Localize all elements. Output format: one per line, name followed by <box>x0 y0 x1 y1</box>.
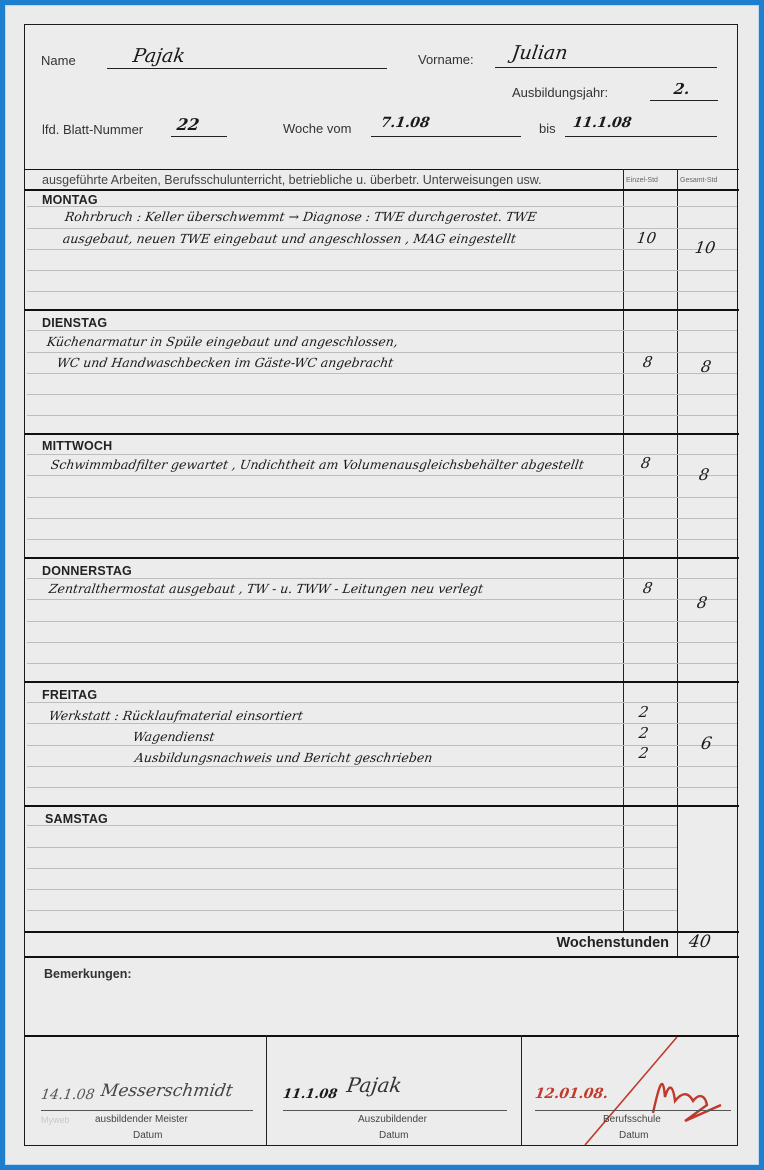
signature-role: Auszubildender <box>358 1114 427 1125</box>
signature-line <box>283 1110 507 1111</box>
signature-scribble-icon <box>565 1035 735 1147</box>
ruled-line <box>27 868 677 869</box>
gesamt-hours[interactable]: 8 <box>695 593 709 612</box>
day-divider <box>25 805 739 807</box>
name-underline <box>107 68 387 69</box>
vorname-label: Vorname: <box>418 52 474 67</box>
ruled-line <box>27 394 737 395</box>
entry-line[interactable]: Küchenarmatur in Spüle eingebaut und angeschlossen, <box>45 334 400 349</box>
wochenstunden-bottom-border <box>25 956 739 958</box>
ruled-line <box>27 206 737 207</box>
ruled-line <box>27 475 737 476</box>
day-label-montag: MONTAG <box>42 193 98 207</box>
einzel-std-column-header: Einzel-Std <box>626 177 658 184</box>
ruled-line <box>27 330 737 331</box>
ruled-line <box>27 352 737 353</box>
ruled-line <box>27 889 677 890</box>
einzel-hours[interactable]: 10 <box>635 229 658 247</box>
signature-name[interactable]: Pajak <box>345 1073 404 1097</box>
ruled-line <box>27 415 737 416</box>
day-label-mittwoch: MITTWOCH <box>42 439 113 453</box>
vorname-underline <box>495 67 717 68</box>
entry-line[interactable]: Ausbildungsnachweis und Bericht geschrieben <box>133 750 434 765</box>
ausbildungsjahr-label: Ausbildungsjahr: <box>512 85 609 100</box>
bemerkungen-field[interactable] <box>27 985 735 1031</box>
blatt-underline <box>171 136 227 137</box>
entry-line[interactable]: Zentralthermostat ausgebaut , TW - u. TWW - Leitungen neu verlegt <box>47 581 485 596</box>
entry-line[interactable]: Werkstatt : Rücklaufmaterial einsortiert <box>47 708 304 723</box>
ruled-line <box>27 621 737 622</box>
entry-line[interactable]: ausgebaut, neuen TWE eingebaut und angeschlossen , MAG eingestellt <box>61 231 518 246</box>
signature-datum-label: Datum <box>133 1130 163 1141</box>
woche-von-value[interactable]: 7.1.08 <box>379 115 431 131</box>
gesamt-column-divider <box>677 169 678 957</box>
ruled-line <box>27 642 737 643</box>
signature-datum-label: Datum <box>379 1130 409 1141</box>
signature-divider <box>521 1035 522 1145</box>
einzel-hours[interactable]: 8 <box>641 353 654 371</box>
ruled-line <box>27 702 737 703</box>
watermark-text: Myweb <box>41 1115 70 1125</box>
blatt-label: lfd. Blatt-Nummer <box>42 122 144 137</box>
day-label-samstag: SAMSTAG <box>45 812 108 826</box>
ruled-line <box>27 599 737 600</box>
description-column-header: ausgeführte Arbeiten, Berufsschulunterricht, betriebliche u. überbetr. Unterweisungen usw. <box>42 173 542 187</box>
vorname-value[interactable]: Julian <box>510 42 570 64</box>
woche-label: Woche vom <box>283 121 352 136</box>
ruled-line <box>27 787 737 788</box>
wochenstunden-top-border <box>25 931 739 933</box>
wochenstunden-label: Wochenstunden <box>556 935 669 951</box>
signature-line <box>535 1110 731 1111</box>
ruled-line <box>27 270 737 271</box>
wochenstunden-value[interactable]: 40 <box>687 932 713 952</box>
ruled-line <box>27 518 737 519</box>
signature-date[interactable]: 11.1.08 <box>281 1087 339 1102</box>
ruled-line <box>27 249 737 250</box>
day-label-dienstag: DIENSTAG <box>42 316 108 330</box>
einzel-hours[interactable]: 8 <box>641 579 654 597</box>
day-divider <box>25 189 739 191</box>
day-label-donnerstag: DONNERSTAG <box>42 564 132 578</box>
ruled-line <box>27 578 737 579</box>
ruled-line <box>27 723 737 724</box>
gesamt-std-column-header: Gesamt-Std <box>680 177 718 184</box>
name-label: Name <box>41 53 76 68</box>
einzel-column-divider <box>623 169 624 933</box>
ruled-line <box>27 454 737 455</box>
ruled-line <box>27 228 737 229</box>
gesamt-hours[interactable]: 8 <box>699 357 713 376</box>
ruled-line <box>27 663 737 664</box>
signature-name[interactable]: Messerschmidt <box>99 1081 234 1101</box>
ausbildungsjahr-underline <box>650 100 718 101</box>
ruled-line <box>27 745 737 746</box>
day-label-freitag: FREITAG <box>42 688 98 702</box>
gesamt-hours[interactable]: 8 <box>697 465 711 484</box>
gesamt-hours[interactable]: 10 <box>693 238 717 257</box>
signature-line <box>41 1110 253 1111</box>
table-top-border <box>25 169 739 170</box>
day-divider <box>25 433 739 435</box>
signature-date[interactable]: 14.1.08 <box>39 1087 96 1103</box>
einzel-hours[interactable]: 2 <box>637 724 650 742</box>
report-form <box>24 24 738 1146</box>
day-divider <box>25 309 739 311</box>
entry-line[interactable]: Wagendienst <box>131 729 216 744</box>
einzel-hours[interactable]: 8 <box>639 454 652 472</box>
ruled-line <box>27 373 737 374</box>
woche-von-underline <box>371 136 521 137</box>
blatt-value[interactable]: 22 <box>175 115 201 134</box>
ausbildungsjahr-value[interactable]: 2. <box>672 80 691 98</box>
ruled-line <box>27 847 677 848</box>
signature-role: ausbildender Meister <box>95 1114 188 1125</box>
woche-bis-value[interactable]: 11.1.08 <box>571 115 633 131</box>
einzel-hours[interactable]: 2 <box>637 703 650 721</box>
signature-role: Berufsschule <box>603 1114 661 1125</box>
day-divider <box>25 557 739 559</box>
gesamt-hours[interactable]: 6 <box>699 734 714 754</box>
ruled-line <box>27 825 677 826</box>
name-value[interactable]: Pajak <box>131 45 187 67</box>
entry-line[interactable]: Rohrbruch : Keller überschwemmt → Diagnose : TWE durchgerostet. TWE <box>63 209 538 224</box>
signature-date[interactable]: 12.01.08. <box>533 1086 610 1102</box>
ruled-line <box>27 766 737 767</box>
woche-bis-underline <box>565 136 717 137</box>
signature-datum-label: Datum <box>619 1130 649 1141</box>
entry-line[interactable]: WC und Handwaschbecken im Gäste-WC angebracht <box>55 355 395 370</box>
bis-label: bis <box>539 121 556 136</box>
ruled-line <box>27 497 737 498</box>
ruled-line <box>27 910 677 911</box>
ruled-line <box>27 291 737 292</box>
bemerkungen-label: Bemerkungen: <box>44 967 132 981</box>
day-divider <box>25 681 739 683</box>
ruled-line <box>27 539 737 540</box>
entry-line[interactable]: Schwimmbadfilter gewartet , Undichtheit am Volumenausgleichsbehälter abgestellt <box>49 457 586 472</box>
signature-divider <box>266 1035 267 1145</box>
einzel-hours[interactable]: 2 <box>637 744 650 762</box>
